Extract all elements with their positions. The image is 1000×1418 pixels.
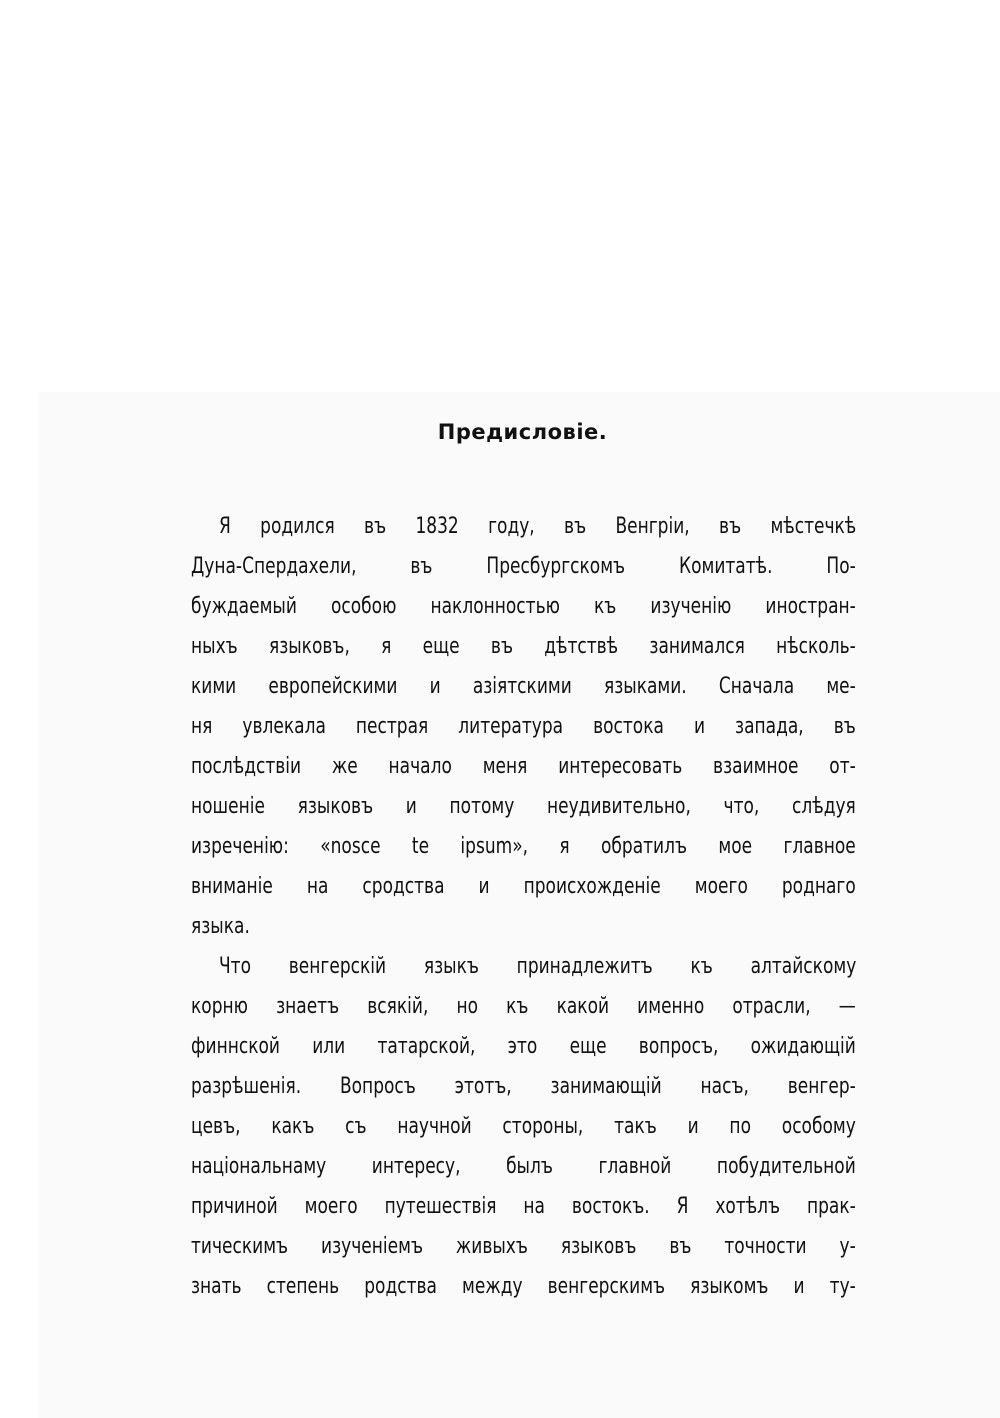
- text-line: кими европейскими и азіятскими языками. Сначала ме-: [191, 674, 856, 699]
- text-line: изреченію: «nosce te ipsum», я обратилъ мое главное: [191, 834, 856, 859]
- text-line: тическимъ изученіемъ живыхъ языковъ въ точности у-: [191, 1234, 856, 1259]
- text-line: финнской или татарской, это еще вопросъ, ожидающій: [191, 1034, 856, 1059]
- text-line: ношеніе языковъ и потому неудивительно, что, слѣдуя: [191, 794, 856, 819]
- text-line: цевъ, какъ съ научной стороны, такъ и по особому: [191, 1114, 856, 1139]
- text-line: національнаму интересу, былъ главной побудительной: [191, 1154, 856, 1179]
- page-title: Предисловіе.: [437, 420, 608, 444]
- text-line: корню знаетъ всякій, но къ какой именно отрасли, —: [191, 994, 856, 1019]
- text-line: ныхъ языковъ, я еще въ дѣтствѣ занимался нѣсколь-: [191, 634, 856, 659]
- text-line: причиной моего путешествія на востокъ. Я хотѣлъ прак-: [191, 1194, 856, 1219]
- text-line: буждаемый особою наклонностью къ изученію иностран-: [191, 594, 856, 619]
- text-line: знать степень родства между венгерскимъ языкомъ и ту-: [191, 1274, 856, 1299]
- text-line: вниманіе на сродства и происхожденіе моего роднаго: [191, 874, 856, 899]
- text-line: Дуна-Спердахели, въ Пресбургскомъ Комитатѣ. По-: [191, 554, 856, 579]
- text-line: послѣдствіи же начало меня интересовать взаимное от-: [191, 754, 856, 779]
- text-line: языка.: [191, 914, 250, 939]
- text-line: ня увлекала пестрая литература востока и запада, въ: [191, 714, 856, 739]
- text-line: Я родился въ 1832 году, въ Венгріи, въ мѣстечкѣ: [219, 514, 857, 539]
- text-line: Что венгерскій языкъ принадлежитъ къ алтайскому: [219, 954, 857, 979]
- text-line: разрѣшенія. Вопросъ этотъ, занимающій насъ, венгер-: [191, 1074, 856, 1099]
